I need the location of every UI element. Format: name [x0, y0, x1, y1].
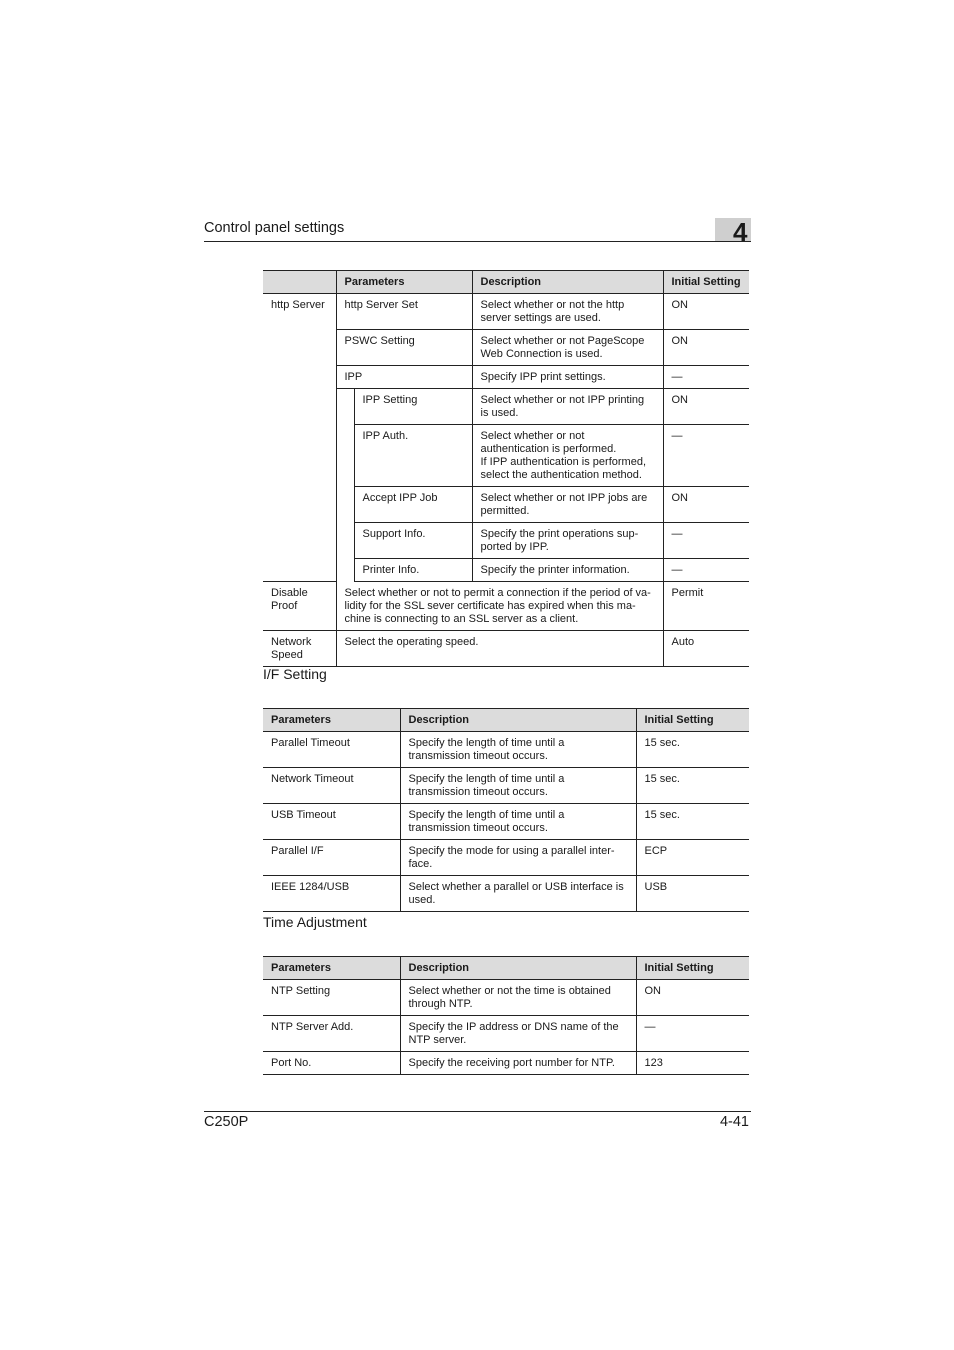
- table-cell: ON: [663, 487, 749, 523]
- table-header-cell: Parameters: [263, 709, 400, 732]
- table-cell: 15 sec.: [636, 804, 749, 840]
- table-header-cell: Description: [472, 271, 663, 294]
- table-header-cell: Parameters: [263, 957, 400, 980]
- table-cell: —: [663, 366, 749, 389]
- table-cell: Specify the print operations sup-ported by IPP.: [472, 523, 663, 559]
- table-cell: Specify the length of time until a transmission timeout occurs.: [400, 732, 636, 768]
- table-row: [263, 1016, 749, 1052]
- table-cell: Select whether or not to permit a connection if the period of va-lidity for the SSL sever certificate has expired when this ma-chine is connecting to an SSL server as a client.: [336, 582, 663, 631]
- table-cell: Specify the length of time until a transmission timeout occurs.: [400, 768, 636, 804]
- table-header-cell: Parameters: [336, 271, 472, 294]
- table-header-cell: [263, 271, 336, 294]
- table-cell: Permit: [663, 582, 749, 631]
- table-row: [263, 980, 749, 1016]
- table-cell: ON: [663, 389, 749, 425]
- table-cell: Select whether or not the http server settings are used.: [472, 294, 663, 330]
- table-cell: ECP: [636, 840, 749, 876]
- table-cell: Auto: [663, 631, 749, 667]
- table-cell: 15 sec.: [636, 768, 749, 804]
- table-cell: IEEE 1284/USB: [263, 876, 400, 912]
- table-cell: Accept IPP Job: [354, 487, 472, 523]
- table-cell: ON: [663, 294, 749, 330]
- table-cell: Network Timeout: [263, 768, 400, 804]
- table-header-cell: Description: [400, 709, 636, 732]
- table-row: [263, 804, 749, 840]
- table-cell: 15 sec.: [636, 732, 749, 768]
- table-cell: Select whether or not PageScope Web Connection is used.: [472, 330, 663, 366]
- table-cell: PSWC Setting: [336, 330, 472, 366]
- table-cell: Specify the receiving port number for NTP.: [400, 1052, 636, 1075]
- table-cell: —: [663, 425, 749, 487]
- table-cell: IPP Auth.: [354, 425, 472, 487]
- table-header-cell: Initial Setting: [636, 709, 749, 732]
- page-number: 4-41: [719, 1114, 749, 1130]
- header-divider: [204, 241, 751, 242]
- table-cell: Select whether or not IPP jobs are permitted.: [472, 487, 663, 523]
- table-cell: NTP Setting: [263, 980, 400, 1016]
- table-cell: USB: [636, 876, 749, 912]
- table-cell: Printer Info.: [354, 559, 472, 582]
- footer-divider: [204, 1111, 751, 1112]
- table-header-cell: Initial Setting: [636, 957, 749, 980]
- table-cell: Support Info.: [354, 523, 472, 559]
- table-cell: Port No.: [263, 1052, 400, 1075]
- table-cell: ON: [636, 980, 749, 1016]
- table-cell: Network Speed: [263, 631, 336, 667]
- table-cell: 123: [636, 1052, 749, 1075]
- table-cell: Specify the mode for using a parallel inter-face.: [400, 840, 636, 876]
- table-cell: Specify IPP print settings.: [472, 366, 663, 389]
- table-cell: Specify the printer information.: [472, 559, 663, 582]
- section-title-if-setting: I/F Setting: [263, 666, 327, 682]
- section-title-time-adjustment: Time Adjustment: [263, 914, 367, 930]
- table-cell: Parallel Timeout: [263, 732, 400, 768]
- table-header-cell: Initial Setting: [663, 271, 749, 294]
- table-cell: USB Timeout: [263, 804, 400, 840]
- table-cell: Select whether or not authentication is performed. If IPP authentication is performed, select the authentication method.: [472, 425, 663, 487]
- table-header-cell: Description: [400, 957, 636, 980]
- table-cell: IPP Setting: [354, 389, 472, 425]
- table-cell: —: [663, 559, 749, 582]
- http-server-table: [263, 270, 749, 667]
- table-row: [263, 876, 749, 912]
- chapter-number: 4: [733, 217, 748, 247]
- table-cell: Parallel I/F: [263, 840, 400, 876]
- table-cell: —: [663, 523, 749, 559]
- table-cell: Specify the length of time until a transmission timeout occurs.: [400, 804, 636, 840]
- table-row: [263, 732, 749, 768]
- table-cell: Disable Proof: [263, 582, 336, 631]
- time-adjustment-table: [263, 956, 749, 1075]
- table-cell: http Server: [263, 294, 336, 582]
- table-cell: —: [636, 1016, 749, 1052]
- header-title: Control panel settings: [204, 220, 345, 236]
- table-row: [263, 1052, 749, 1075]
- table-cell: Specify the IP address or DNS name of the NTP server.: [400, 1016, 636, 1052]
- table-cell: ON: [663, 330, 749, 366]
- table-cell: http Server Set: [336, 294, 472, 330]
- table-cell: Select whether or not the time is obtained through NTP.: [400, 980, 636, 1016]
- footer-model: C250P: [204, 1114, 249, 1130]
- table-indent-cell: [336, 389, 354, 582]
- table-cell: Select whether a parallel or USB interface is used.: [400, 876, 636, 912]
- if-setting-table: [263, 708, 749, 912]
- table-cell: Select whether or not IPP printing is used.: [472, 389, 663, 425]
- table-cell: IPP: [336, 366, 472, 389]
- table-cell: NTP Server Add.: [263, 1016, 400, 1052]
- table-row: [263, 768, 749, 804]
- table-cell: Select the operating speed.: [336, 631, 663, 667]
- table-row: [263, 840, 749, 876]
